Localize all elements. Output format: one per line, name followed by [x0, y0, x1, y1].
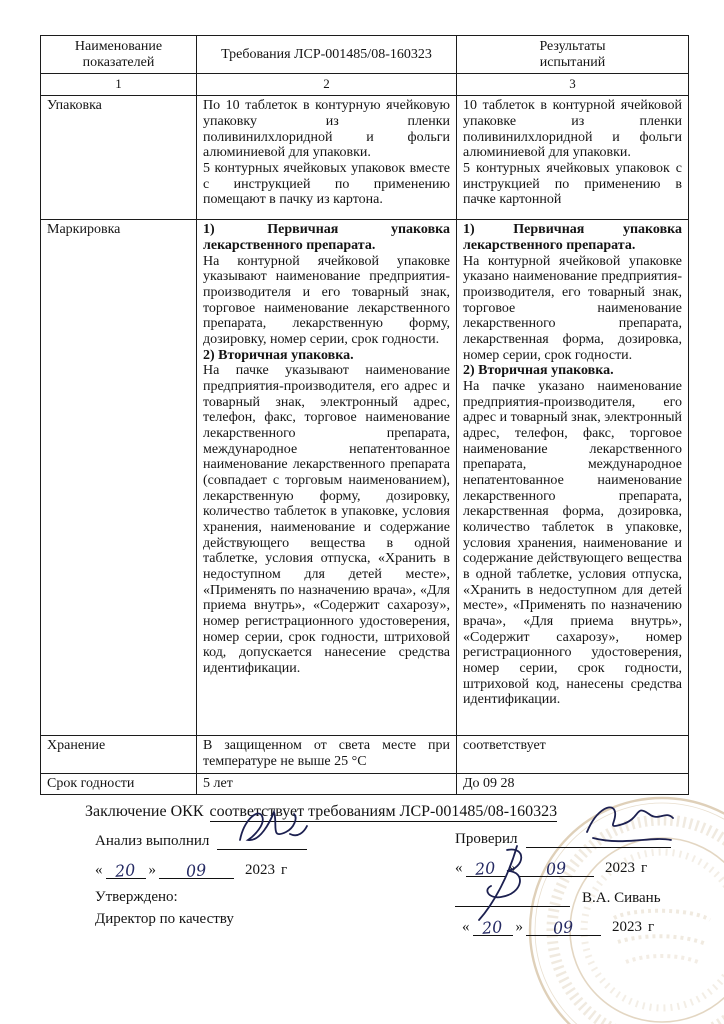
close-quote: » [508, 860, 516, 877]
year-suffix: г [281, 862, 288, 879]
paragraph: 2) Вторичная упаковка. [203, 347, 354, 363]
director-title-label: Директор по качеству [95, 911, 234, 928]
director-name: В.А. Сивань [582, 890, 661, 907]
conclusion-prefix: Заключение ОКК [85, 803, 204, 821]
day-field [106, 860, 146, 882]
row-label-labeling: Маркировка [41, 220, 197, 736]
col-number-3: 3 [457, 74, 689, 96]
col-header-requirements [197, 36, 457, 74]
director-signature [463, 844, 549, 924]
table-row-packaging [41, 96, 689, 220]
conclusion-line [85, 803, 557, 821]
col-header-indicators-label: Наименование показателей [74, 39, 163, 70]
handwritten-day: 20 [114, 860, 137, 882]
conclusion-verdict: соответствует требованиям ЛСР-001485/08-160323 [209, 803, 558, 821]
row-label-shelf-life: Срок годности [41, 773, 197, 795]
analysis-signature [232, 804, 310, 850]
packaging-results-cell [457, 96, 689, 220]
paragraph: 5 лет [203, 775, 233, 791]
paragraph: В защищенном от света месте при температуре не выше 25 °С [203, 738, 450, 769]
open-quote: « [455, 860, 463, 877]
handwritten-day: 20 [474, 858, 497, 880]
paragraph: 1) Первичная упаковка лекарственного препарата. [463, 222, 682, 253]
year-suffix: г [641, 860, 648, 877]
col-header-results [457, 36, 689, 74]
signature-block [0, 800, 724, 1024]
paragraph: 2) Вторичная упаковка. [463, 363, 614, 379]
paragraph: соответствует [463, 738, 546, 754]
year-text: 2023 [612, 919, 642, 936]
labeling-results-cell [457, 220, 689, 736]
col-header-indicators [41, 36, 197, 74]
close-quote: » [515, 919, 523, 936]
open-quote: « [95, 862, 103, 879]
year-suffix: г [648, 919, 655, 936]
paragraph: 5 контурных ячейковых упаковок вместе с инструкцией по применению помещают в пачку из картона. [203, 160, 450, 208]
col-number-1: 1 [41, 74, 197, 96]
year-text: 2023 [605, 860, 635, 877]
handwritten-day: 20 [481, 917, 504, 939]
paragraph: На контурной ячейковой упаковке указано наименование предприятия-производителя, его товарный знак, торговое наименование лекарственного препарата, лекарственная форма, дозировка, номер серии, срок годности. [463, 253, 682, 363]
open-quote: « [462, 919, 470, 936]
year-text: 2023 [245, 862, 275, 879]
table-header-row [41, 36, 689, 74]
paragraph: На контурной ячейковой упаковке указывают наименование предприятия-производителя и его товарный знак, торговое наименование лекарственного препарата, лекарственную форму, дозировку, номер серии, срок годности. [203, 253, 450, 347]
handwritten-month: 09 [545, 858, 568, 880]
paragraph: На пачке указано наименование предприятия-производителя, его адрес и товарный знак, электронный адрес, телефон, факс, торговое наименование лекарственного препарата, международное непатентованное наименование лекарственного препарата, лекарственная форма, дозировка, количество таблеток в упаковке, условия хранения, наименование и содержание действующего вещества в одной таблетке, условия отпуска, «Хранить в недоступном для детей месте», «Применять по назначению врача», «Для приема внутрь», «Содержит сахарозу», номер регистрационного удостоверения, номер серии, срок годности, штриховой код, нанесены средства идентификации. [463, 379, 682, 708]
labeling-requirements-cell [197, 220, 457, 736]
paragraph: До 09 28 [463, 775, 515, 791]
row-label-storage: Хранение [41, 736, 197, 773]
shelf-life-requirements-cell [197, 773, 457, 795]
col-number-2: 2 [197, 74, 457, 96]
paragraph: 5 контурных ячейковых упаковок с инструкцией по применению в пачке картонной [463, 160, 682, 208]
col-header-results-label: Результаты испытаний [539, 39, 606, 70]
storage-requirements-cell [197, 736, 457, 773]
close-quote: » [148, 862, 156, 879]
table-row-labeling [41, 220, 689, 736]
paragraph: 1) Первичная упаковка лекарственного препарата. [203, 222, 450, 253]
handwritten-month: 09 [185, 860, 208, 882]
checked-signature [583, 798, 679, 846]
checked-by-label: Проверил [455, 831, 518, 848]
handwritten-month: 09 [552, 917, 575, 939]
month-field [159, 860, 234, 882]
analysis-performed-label: Анализ выполнил [95, 833, 210, 850]
paragraph: По 10 таблеток в контурную ячейковую упаковку из пленки поливинилхлоридной и фольги алюминиевой для упаковки. [203, 98, 450, 161]
packaging-requirements-cell [197, 96, 457, 220]
analysis-date-line [95, 860, 288, 882]
table-row-storage [41, 736, 689, 773]
spec-table [40, 35, 689, 795]
col-header-requirements-label: Требования ЛСР-001485/08-160323 [221, 46, 432, 62]
approved-label: Утверждено: [95, 889, 178, 906]
storage-results-cell [457, 736, 689, 773]
paragraph: 10 таблеток в контурной ячейковой упаковке из пленки поливинилхлоридной и фольги алюминиевой для упаковки. [463, 98, 682, 161]
paragraph: На пачке указывают наименование предприятия-производителя, его адрес и товарный знак, электронный адрес, телефон, факс, торговое наименование лекарственного препарата, международное непатентованное наименование лекарственного препарата (совпадает с торговым наименованием), лекарственную форму, дозировку, количество таблеток в упаковке, условия хранения, наименование и содержание действующего вещества в одной таблетке, условия отпуска, «Хранить в недоступном для детей месте», «Применять по назначению врача», «Для приема внутрь», «Содержит сахарозу», номер регистрационного удостоверения, номер серии, срок годности, штриховой код, допускается нанесение средства идентификации. [203, 363, 450, 677]
row-label-packaging: Упаковка [41, 96, 197, 220]
column-number-row [41, 74, 689, 96]
